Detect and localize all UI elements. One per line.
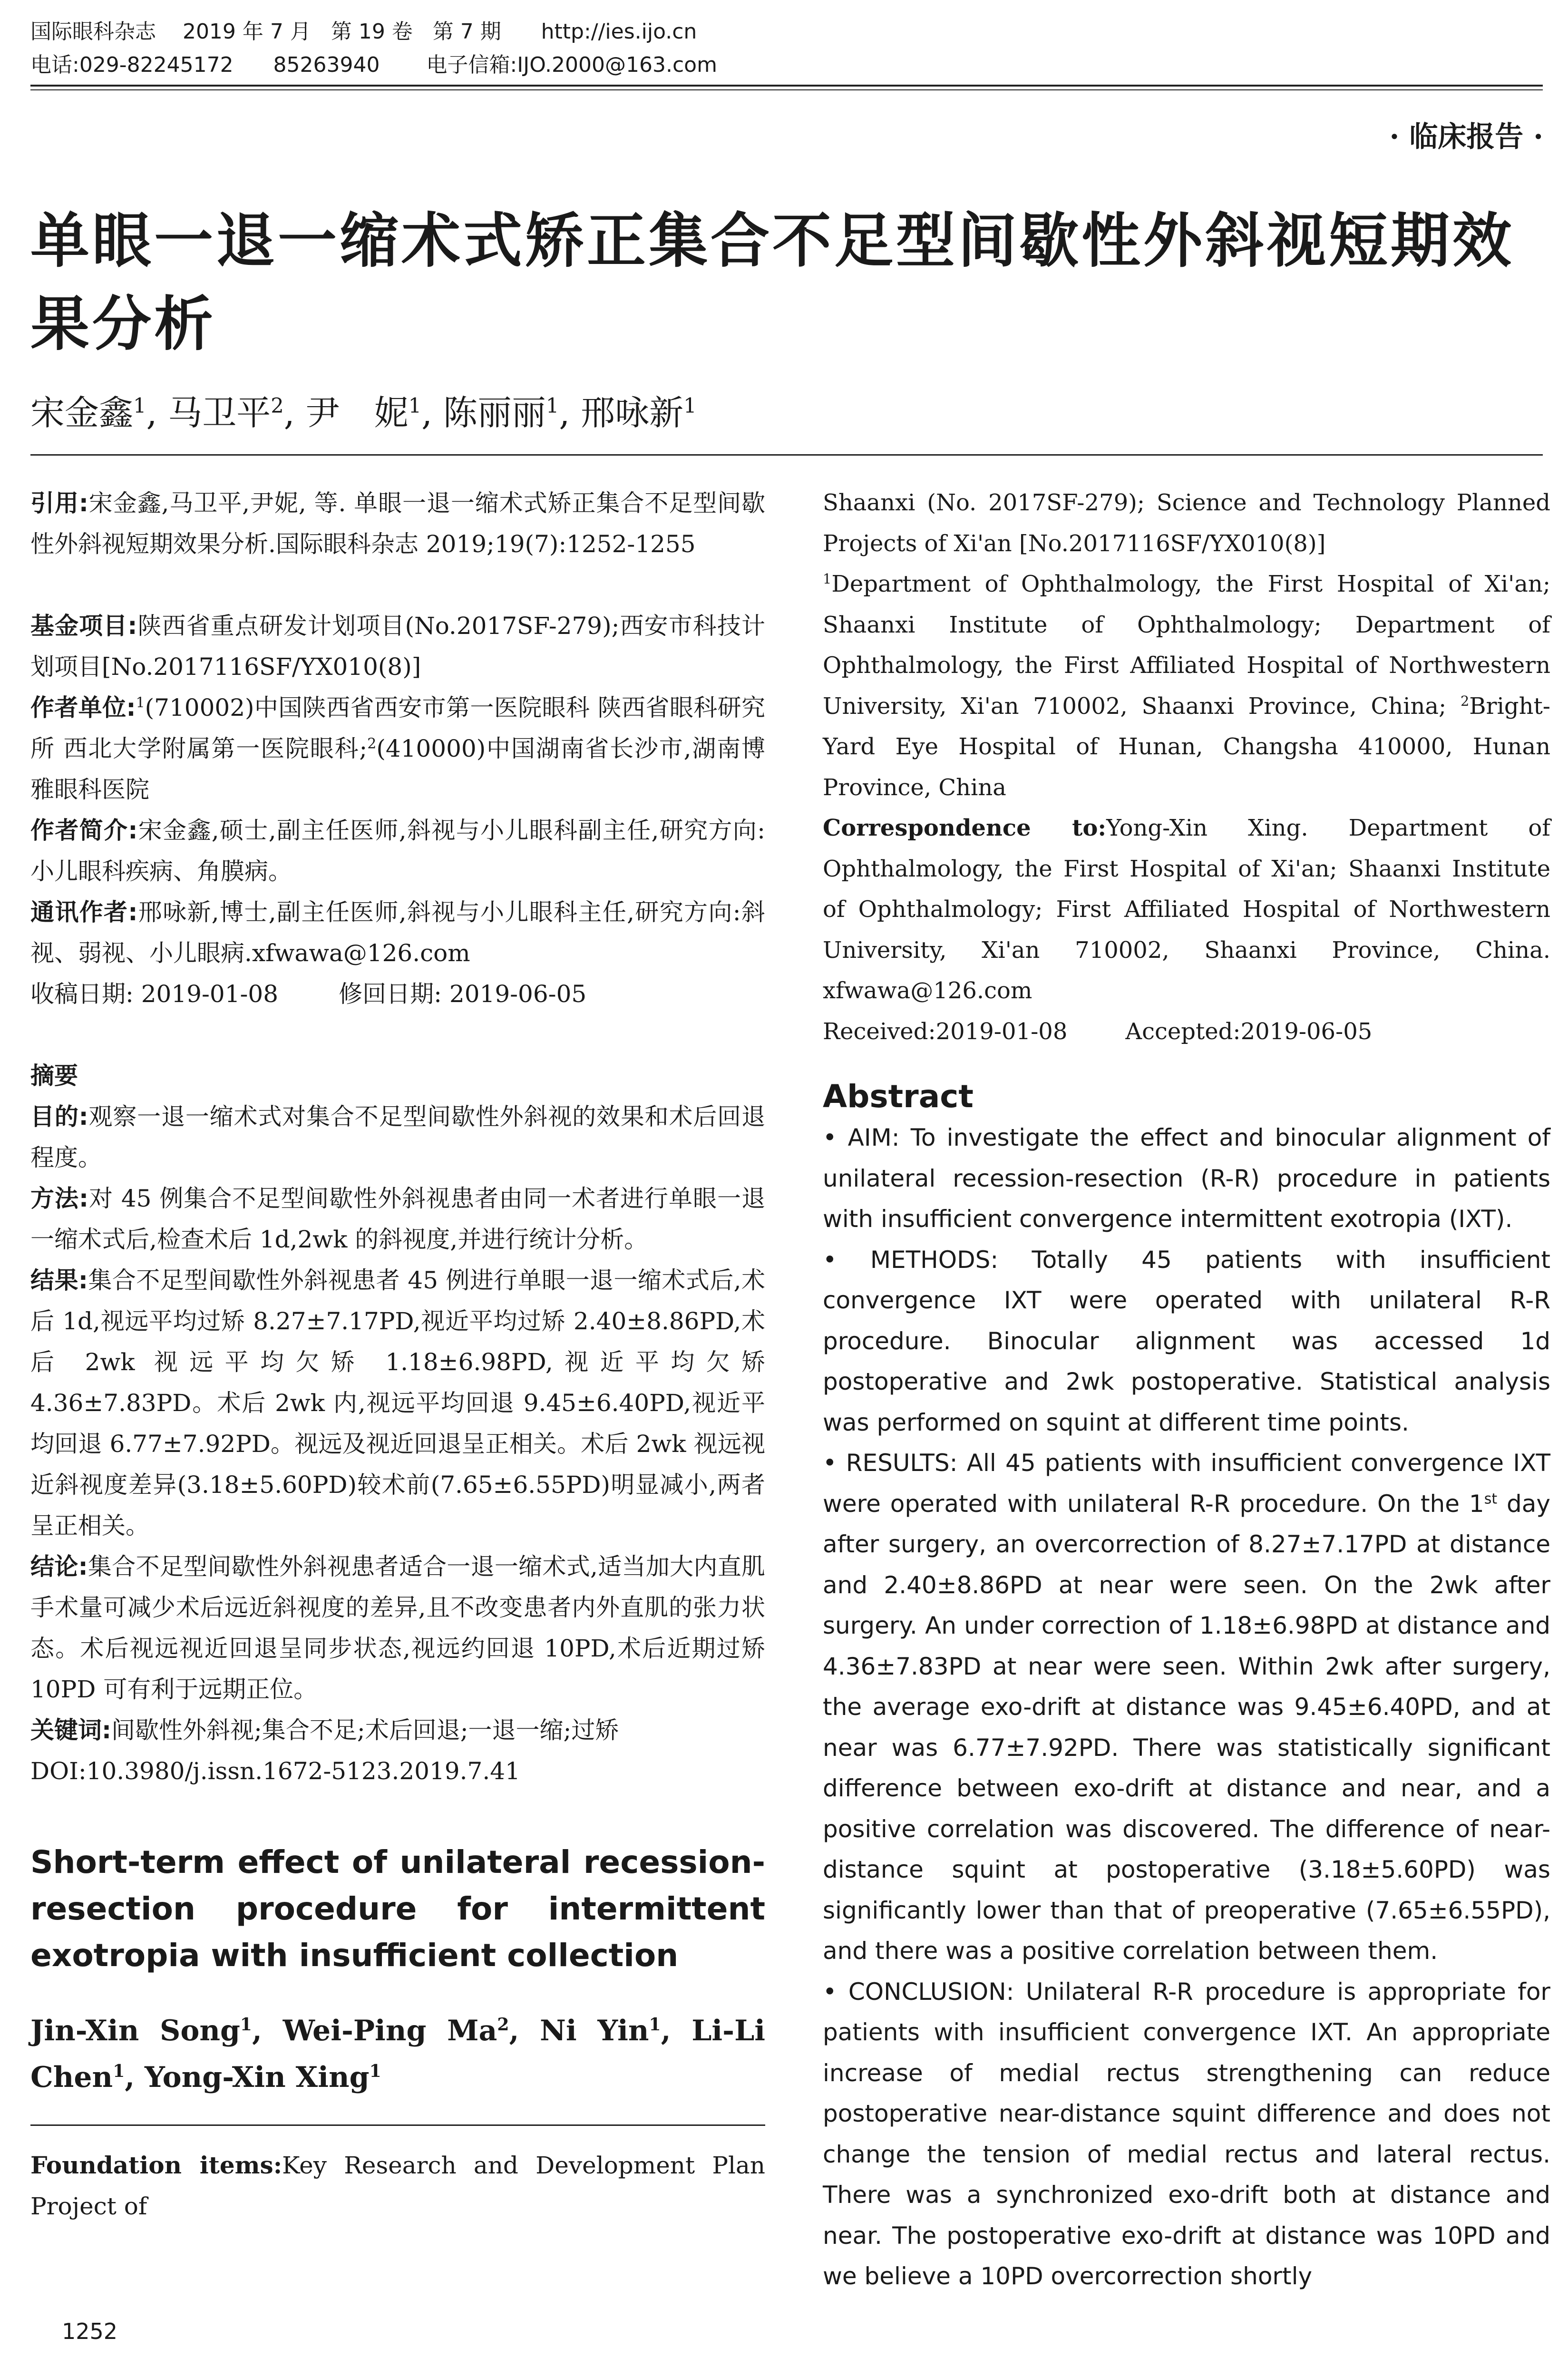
aim-label: 目的:: [30, 1103, 88, 1130]
abstract-methods-cn: [30, 1178, 765, 1260]
foundation-label: Foundation items:: [30, 2151, 282, 2179]
header-rule-thin: [30, 89, 1543, 90]
results-text-en-a: All 45 patients with insufficient convergence IXT were operated with unilateral R-R procedure. On the 1: [823, 1449, 1550, 1518]
author-name: 尹 妮: [305, 393, 409, 433]
results-text-en-b: day after surgery, an overcorrection of 8.27±7.17PD at distance and 2.40±8.86PD at near were seen. On the 2wk after surgery. An under correction of 1.18±6.98PD at distance and 4.36±7.83PD at near were seen. Within 2wk after surgery, the average exo-drift at distance was 9.45±6.40PD, and at near was 6.77±7.92PD. There was statistically significant difference between exo-drift at distance and near, and a positive correlation was discovered. The difference of near-distance squint at postoperative (3.18±5.60PD) was significantly lower than that of preoperative (7.65±6.55PD), and there was a positive correlation between them.: [823, 1490, 1550, 1965]
aim-label-en: • AIM:: [823, 1124, 900, 1151]
author-aff-en: 1: [369, 2061, 381, 2081]
citation-text: 宋金鑫,马卫平,尹妮, 等. 单眼一退一缩术式矫正集合不足型间歇性外斜视短期效果分析.国际眼科杂志 2019;19(7):1252-1255: [30, 489, 765, 558]
author-name: 马卫平: [168, 393, 271, 433]
funding-label: 基金项目:: [30, 612, 137, 640]
funding-en-cont: Shaanxi (No. 2017SF-279); Science and Technology Planned Projects of Xi'an [No.2017116SF/YX010(8)]: [823, 489, 1550, 557]
corr-text: 邢咏新,博士,副主任医师,斜视与小儿眼科主任,研究方向:斜视、弱视、小儿眼病.xfwawa@126.com: [30, 898, 765, 967]
conclusion-label-en: • CONCLUSION:: [823, 1978, 1014, 2006]
author-name-en: Wei-Ping Ma: [282, 2014, 497, 2047]
methods-text: 对 45 例集合不足型间歇性外斜视患者由同一术者进行单眼一退一缩术式后,检查术后 1d,2wk 的斜视度,并进行统计分析。: [30, 1185, 765, 1253]
header-rule: [30, 85, 1543, 87]
journal-header-line1: 国际眼科杂志 2019 年 7 月 第 19 卷 第 7 期 http://ies.ijo.cn: [30, 19, 697, 44]
abstract-heading-en: Abstract: [823, 1078, 974, 1115]
author-aff-en: 1: [649, 2015, 661, 2035]
results-label: 结果:: [30, 1266, 88, 1294]
citation: [30, 483, 765, 565]
results-text: 集合不足型间歇性外斜视患者 45 例进行单眼一退一缩术式后,术后 1d,视远平均过矫 8.27±7.17PD,视近平均过矫 2.40±8.86PD,术后 2wk 视远平均欠矫 1.18±6.98PD,视近平均欠矫 4.36±7.83PD。术后 2wk 内,视远平均回退 9.45±6.40PD,视近平均回退 6.77±7.92PD。视远及视近回退呈正相关。术后 2wk 视远视近斜视度差异(3.18±5.60PD)较术前(7.65±6.55PD)明显减小,两者呈正相关。: [30, 1266, 765, 1539]
corresponding-author: [30, 892, 765, 974]
author-name: 陈丽丽: [443, 393, 546, 433]
correspondence-en: [823, 808, 1550, 1012]
dates-cn: 收稿日期: 2019-01-08 修回日期: 2019-06-05: [30, 980, 587, 1008]
left-column: [30, 483, 765, 2227]
author-name-en: Yong-Xin Xing: [145, 2061, 370, 2094]
journal-header-line2: 电话:029-82245172 85263940 电子信箱:IJO.2000@163.com: [30, 53, 717, 77]
aim-text: 观察一退一缩术式对集合不足型间歇性外斜视的效果和术后回退程度。: [30, 1103, 766, 1171]
affiliation-cn: 作者单位:$^1$(710002)中国陕西省西安市第一医院眼科 陕西省眼科研究所 西北大学附属第一医院眼科;$^2$(410000)中国湖南省长沙市,湖南博雅眼科医院: [30, 694, 765, 803]
section-tag: · 临床报告 ·: [1389, 120, 1543, 154]
abstract-results-en: [823, 1443, 1550, 1972]
author-name-en: Li-Li Chen: [30, 2014, 766, 2094]
correspondence-label: Correspondence to:: [823, 815, 1107, 841]
author-name: 邢咏新: [581, 393, 684, 433]
abstract-aim-en: [823, 1118, 1550, 1240]
doi: DOI:10.3980/j.issn.1672-5123.2019.7.41: [30, 1757, 520, 1785]
affiliation-en: $^1$Department of Ophthalmology, the First Hospital of Xi'an; Shaanxi Institute of Ophthalmology; Department of Ophthalmology, the First Affiliated Hospital of Northwestern University, Xi'an 710002, Shaanxi Province, China; $^2$Bright-Yard Eye Hospital of Hunan, Changsha 410000, Hunan Province, China: [823, 571, 1550, 801]
author-aff: 1: [133, 394, 146, 418]
article-title-cn: 单眼一退一缩术式矫正集合不足型间歇性外斜视短期效果分析: [30, 207, 1515, 359]
affiliation-en-1: Department of Ophthalmology, the First Hospital of Xi'an; Shaanxi Institute of Ophthalmology; Department of Ophthalmology, the First Affiliated Hospital of Northwestern University, Xi'an 710002, Shaanxi Province, China;: [823, 571, 1550, 720]
results-label-en: • RESULTS:: [823, 1449, 958, 1477]
abstract-heading-cn: [30, 1055, 765, 1096]
aim-text-en: To investigate the effect and binocular alignment of unilateral recession-resection (R-R) procedure in patients with insufficient convergence intermittent exotropia (IXT).: [823, 1124, 1550, 1233]
funding-text: 陕西省重点研发计划项目(No.2017SF-279);西安市科技计划项目[No.2017116SF/YX010(8)]: [30, 612, 765, 681]
author-name-en: Ni Yin: [540, 2014, 649, 2047]
author-bio: [30, 810, 765, 892]
conclusion-label: 结论:: [30, 1553, 88, 1580]
methods-label-en: • METHODS:: [823, 1246, 999, 1274]
abstract-head-label: 摘要: [30, 1062, 78, 1090]
author-aff-en: 2: [497, 2015, 509, 2035]
affiliation-en-2: Bright-Yard Eye Hospital of Hunan, Changsha 410000, Hunan Province, China: [823, 692, 1550, 801]
conclusion-text-en: Unilateral R-R procedure is appropriate for patients with insufficient convergence IXT. An appropriate increase of medial rectus strengthening can reduce postoperative near-distance squint difference and does not change the tension of medial rectus and lateral rectus. There was a synchronized exo-drift both at distance and near. The postoperative exo-drift at distance was 10PD and we believe a 10PD overcorrection shortly: [823, 1978, 1550, 2290]
author-aff: 1: [683, 394, 697, 418]
keywords-text: 间歇性外斜视;集合不足;术后回退;一退一缩;过矫: [111, 1716, 619, 1744]
methods-label: 方法:: [30, 1185, 88, 1212]
bio-text: 宋金鑫,硕士,副主任医师,斜视与小儿眼科副主任,研究方向:小儿眼科疾病、角膜病。: [30, 817, 765, 885]
bio-label: 作者简介:: [30, 817, 138, 844]
keywords-label: 关键词:: [30, 1716, 111, 1744]
author-aff-en: 1: [113, 2061, 125, 2081]
author-name-en: Jin-Xin Song: [30, 2014, 240, 2047]
abstract-conclusion-cn: [30, 1546, 765, 1710]
affiliation-text-2: (410000)中国湖南省长沙市,湖南博雅眼科医院: [30, 735, 765, 803]
author-aff-en: 1: [240, 2015, 252, 2035]
right-column: [823, 483, 1550, 2297]
conclusion-text: 集合不足型间歇性外斜视患者适合一退一缩术式,适当加大内直肌手术量可减少术后远近斜视度的差异,且不改变患者内外直肌的张力状态。术后视远视近回退呈同步状态,视远约回退 10PD,术后近期过矫 10PD 可有利于远期正位。: [30, 1553, 765, 1703]
author-aff: 1: [408, 394, 422, 418]
abstract-methods-en: [823, 1240, 1550, 1443]
affiliation-text-1: (710002)中国陕西省西安市第一医院眼科 陕西省眼科研究所 西北大学附属第一医院眼科;: [30, 694, 765, 762]
corr-label: 通讯作者:: [30, 898, 138, 926]
foundation-text: Key Research and Development Plan Project of: [30, 2152, 765, 2220]
author-aff: 2: [271, 394, 284, 418]
abstract-aim-cn: [30, 1096, 765, 1178]
citation-label: 引用:: [30, 489, 88, 517]
correspondence-text: Yong-Xin Xing. Department of Ophthalmology, the First Hospital of Xi'an; Shaanxi Institute of Ophthalmology; First Affiliated Hospital of Northwestern University, Xi'an 710002, Shaanxi Province, China. xfwawa@126.com: [823, 815, 1551, 1004]
page-number: 1252: [62, 2319, 118, 2344]
authors-en: Jin-Xin Song$^1$, Wei-Ping Ma$^2$, Ni Yin$^1$, Li-Li Chen$^1$, Yong-Xin Xing$^1$: [30, 2014, 766, 2094]
methods-text-en: Totally 45 patients with insufficient convergence IXT were operated with unilateral R-R procedure. Binocular alignment was accessed 1d postoperative and 2wk postoperative. Statistical analysis was performed on squint at different time points.: [823, 1246, 1550, 1436]
abstract-results-cn: [30, 1260, 765, 1546]
article-title-en: Short-term effect of unilateral recession-resection procedure for intermittent exotropia with insufficient collection: [30, 1844, 765, 1974]
keywords-cn: [30, 1710, 765, 1751]
foundation-items-en: [30, 2145, 765, 2227]
results-sup: st: [1484, 1490, 1498, 1507]
author-aff: 1: [545, 394, 559, 418]
funding: [30, 605, 765, 687]
author-name: 宋金鑫: [30, 393, 134, 433]
affiliation-label: 作者单位:: [30, 694, 136, 721]
author-rule: [30, 454, 1543, 456]
authors-cn: 宋金鑫$^1$, 马卫平$^2$, 尹 妮$^1$, 陈丽丽$^1$, 邢咏新$^1$: [30, 393, 697, 433]
abstract-conclusion-en: [823, 1972, 1550, 2297]
dates-en: Received:2019-01-08 Accepted:2019-06-05: [823, 1018, 1373, 1045]
